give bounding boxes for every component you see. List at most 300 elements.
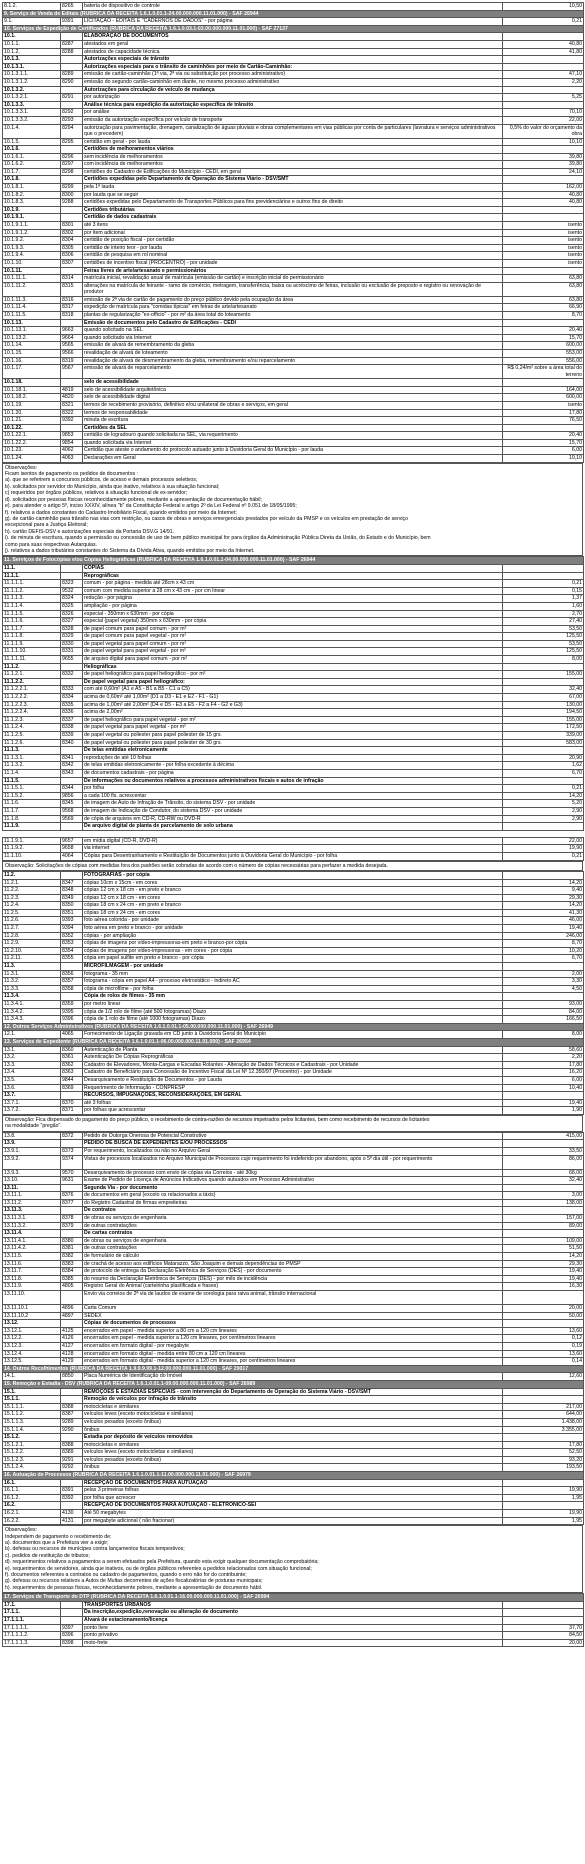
observation-line: h). cartão DEFIS-DSV e autorizações especiais da Portaria DSV.G 14/91. <box>5 528 175 535</box>
item-value: 14,20 <box>503 879 584 887</box>
item-value: 63,80 <box>503 296 584 304</box>
item-description: TRANSPORTES URBANOS <box>83 1601 503 1609</box>
item-number: 16.1. <box>3 1479 61 1487</box>
revenue-code: 8391 <box>61 1487 83 1495</box>
item-value: 6,00 <box>503 1076 584 1084</box>
item-value: 0,14 <box>503 1358 584 1366</box>
subheading-row <box>3 319 584 327</box>
item-description: Autenticação de Planta <box>83 1046 503 1054</box>
item-number: 13.11.10.2 <box>3 1312 61 1320</box>
revenue-code <box>61 678 83 686</box>
item-description: Vistas de processos localizados no Arquivo Municipal de Processos cujo requerimento foi indeferido por abandono, após o 5º dia útil - por requerimento <box>83 1155 503 1169</box>
fee-row <box>3 618 584 626</box>
subheading-row <box>3 1230 584 1238</box>
item-value: 8,00 <box>503 656 584 664</box>
item-number: 11.3.1. <box>3 970 61 978</box>
item-description: encerrados em formato digital - medida superior a 120 cm lineares, por centímetros lineares <box>83 1358 503 1366</box>
revenue-code <box>61 1230 83 1238</box>
fee-table <box>2 871 584 1115</box>
item-description: De papel vegetal para papel heliográfico: <box>83 678 503 686</box>
fee-row <box>3 925 584 933</box>
item-description: ponto privativo <box>83 1632 503 1640</box>
item-number: 10.1.5. <box>3 138 61 146</box>
item-number: 11.1.5. <box>3 777 61 785</box>
revenue-code: 8306 <box>61 252 83 260</box>
item-description: RECEPÇÃO DE DOCUMENTOS PARA AUTUAÇÃO - ELETRÔNICO-SEI <box>83 1502 503 1510</box>
item-value: 1,95 <box>503 1517 584 1525</box>
revenue-code: 8316 <box>61 296 83 304</box>
item-number: 13.9.2. <box>3 1155 61 1169</box>
item-number: 10.1.3.1.1. <box>3 71 61 79</box>
item-number: 11.1.6. <box>3 800 61 808</box>
fee-row <box>3 709 584 717</box>
item-value: 1,60 <box>503 602 584 610</box>
revenue-code: 8378 <box>61 1215 83 1223</box>
item-number: 10.1.13.2. <box>3 334 61 342</box>
item-value: 6,70 <box>503 955 584 963</box>
item-value <box>503 1207 584 1215</box>
item-value: 6,00 <box>503 447 584 455</box>
item-number: 10.1.4. <box>3 124 61 138</box>
item-value <box>503 871 584 879</box>
item-value <box>503 1184 584 1192</box>
fee-row <box>3 394 584 402</box>
item-description: de obras ou serviços de engenharia <box>83 1215 503 1223</box>
item-value <box>503 1479 584 1487</box>
item-value: 5,25 <box>503 94 584 102</box>
item-description: ponto livre <box>83 1624 503 1632</box>
observation-line: b). defesas ou recursos de munícipes contra lançamentos fiscais tempestivos; <box>5 1546 185 1553</box>
revenue-code <box>61 777 83 785</box>
item-number: 10.1.11.2. <box>3 282 61 296</box>
subheading-row <box>3 1609 584 1617</box>
item-number: 11.1.10. <box>3 852 61 860</box>
revenue-code: 4131 <box>61 1517 83 1525</box>
item-number: 10.1.3. <box>3 56 61 64</box>
revenue-code: 8392 <box>61 1494 83 1502</box>
item-number: 10.1.11. <box>3 267 61 275</box>
item-description: de formulário de cálculo <box>83 1253 503 1261</box>
item-value <box>503 1230 584 1238</box>
section-title: 17. Serviços de Transporte do DTP (RUBRICA DA RECEITA 1.6.1.0.01.1-16.00.000.000.11.01.000) - SAF 26994 <box>3 1594 584 1602</box>
revenue-code: 9565 <box>61 342 83 350</box>
item-number: 11.3.4. <box>3 993 61 1001</box>
revenue-code: 9664 <box>61 334 83 342</box>
item-value: 63,80 <box>503 275 584 283</box>
item-description: fotograma - 35 mm <box>83 970 503 978</box>
item-number: 10.1.9. <box>3 206 61 214</box>
item-value: 16,20 <box>503 1069 584 1077</box>
item-number: 11.3. <box>3 963 61 971</box>
item-description: por lauda que se seguir <box>83 191 503 199</box>
item-number: 13.11.5. <box>3 1253 61 1261</box>
revenue-code: 8398 <box>61 1639 83 1647</box>
item-number: 10.1.1. <box>3 40 61 48</box>
revenue-code: 8341 <box>61 754 83 762</box>
revenue-code: 8355 <box>61 955 83 963</box>
item-description: Fornecimento de Ligação gravada em CD junto à Ouvidoria Geral do Município <box>83 1031 503 1039</box>
fee-row <box>3 1441 584 1449</box>
item-description: cópia de 1/2 rolo de filme (até 500 fotogramas) Diazo <box>83 1008 503 1016</box>
subheading-row <box>3 1617 584 1625</box>
item-description: do Registro Cadastral de firmas empreiteiras <box>83 1199 503 1207</box>
item-value: 193,50 <box>503 1464 584 1472</box>
section-title: 14. Outros Recolhimentos (RUBRICA DA RECEITA 1.9.9.9.99.1-12.00.000.000.11.01.000) - SAF 29017 <box>3 1365 584 1373</box>
fee-row <box>3 349 584 357</box>
fee-row <box>3 947 584 955</box>
fee-row <box>3 334 584 342</box>
item-value: 86,00 <box>503 1155 584 1169</box>
item-description: de imagem de Indicação de Condutor, do sistema DSV - por unidade <box>83 807 503 815</box>
item-description: pelas 3 primeiras folhas <box>83 1487 503 1495</box>
item-number: 10.1.24. <box>3 455 61 463</box>
item-description: Exame de Pedido de Licença de Anúncios Indicativos quando autuados em Processo Administrativo <box>83 1177 503 1185</box>
subheading-row <box>3 176 584 184</box>
item-description: foto aérea colorida - por unidade <box>83 917 503 925</box>
item-number: 10.1.15. <box>3 349 61 357</box>
item-value: isento <box>503 260 584 268</box>
item-number: 10.1.8. <box>3 176 61 184</box>
item-value: 32,40 <box>503 1177 584 1185</box>
section-header-row <box>3 1023 584 1031</box>
fee-row <box>3 1008 584 1016</box>
item-value: 70,10 <box>503 109 584 117</box>
fee-row <box>3 610 584 618</box>
item-value <box>503 63 584 71</box>
item-description: Até 50 megabytes <box>83 1510 503 1518</box>
fee-row <box>3 917 584 925</box>
item-description: por folhas que acrescentar <box>83 1107 503 1115</box>
item-value: 2,90 <box>503 807 584 815</box>
revenue-code: 9392 <box>61 417 83 425</box>
fee-row <box>3 792 584 800</box>
revenue-code <box>61 1434 83 1442</box>
revenue-code <box>61 379 83 387</box>
item-value <box>503 86 584 94</box>
item-description: cópias de imagens por vídeo-impressoras - em cores - por cópia <box>83 947 503 955</box>
revenue-code: 8360 <box>61 1046 83 1054</box>
item-value <box>503 663 584 671</box>
revenue-code: 8318 <box>61 311 83 319</box>
item-number: 10.1.11.1. <box>3 275 61 283</box>
item-value: isento <box>503 401 584 409</box>
fee-row <box>3 168 584 176</box>
item-number: 10.1.9.4. <box>3 252 61 260</box>
item-number: 11.1.2.5. <box>3 732 61 740</box>
fee-row <box>3 401 584 409</box>
revenue-code: 8384 <box>61 1268 83 1276</box>
fee-row <box>3 694 584 702</box>
revenue-code: 8314 <box>61 275 83 283</box>
observation-line: como para suas respectivas Autarquias. <box>5 541 97 548</box>
item-value <box>503 993 584 1001</box>
item-description: certidões expedidas pelo Departamento de Transportes Públicos para fins previdenciários e outros fins de direito <box>83 199 503 207</box>
item-description: certidão de posição fiscal - por certidão <box>83 237 503 245</box>
fee-row <box>3 296 584 304</box>
item-value: 17,80 <box>503 1441 584 1449</box>
item-number: 15.1.2.1. <box>3 1441 61 1449</box>
fee-row <box>3 282 584 296</box>
item-description: Certidões da SEL <box>83 424 503 432</box>
item-description: termos de recebimento provisório, definitivo e/ou unilateral de obras e serviços, em geral <box>83 401 503 409</box>
item-value: 600,00 <box>503 394 584 402</box>
item-value <box>503 963 584 971</box>
item-value: 52,50 <box>503 1449 584 1457</box>
fee-row <box>3 455 584 463</box>
fee-row <box>3 1632 584 1640</box>
revenue-code: 9393 <box>61 917 83 925</box>
revenue-code: 9291 <box>61 1456 83 1464</box>
item-value: 89,00 <box>503 1222 584 1230</box>
item-description: comum com medida superior a 28 cm x 43 cm - por cm linear <box>83 587 503 595</box>
fee-row <box>3 633 584 641</box>
fee-row <box>3 1107 584 1115</box>
fee-row <box>3 852 584 860</box>
revenue-code: 8336 <box>61 709 83 717</box>
item-description: emissão de alvará de remembramento da gleba <box>83 342 503 350</box>
subheading-row <box>3 146 584 154</box>
item-value: 8,70 <box>503 940 584 948</box>
item-value: 47,10 <box>503 71 584 79</box>
item-description: quando solicitado na SEL <box>83 327 503 335</box>
revenue-code: 8383 <box>61 1260 83 1268</box>
revenue-code: 8292 <box>61 109 83 117</box>
subheading-row <box>3 1320 584 1328</box>
revenue-code <box>61 424 83 432</box>
fee-row <box>3 342 584 350</box>
observations-block <box>2 1115 583 1132</box>
item-number: 11.1.2.2.4. <box>3 709 61 717</box>
item-description: de papel comum para papel vegetal - por m² <box>83 633 503 641</box>
item-description: emissão do segundo cartão-caminhão em diante, no mesmo processo administrativo <box>83 78 503 86</box>
item-number: 10.1.8.1. <box>3 184 61 192</box>
revenue-code: 8317 <box>61 304 83 312</box>
fee-row <box>3 1350 584 1358</box>
revenue-code: 8335 <box>61 701 83 709</box>
fee-row <box>3 1510 584 1518</box>
fee-row <box>3 386 584 394</box>
fee-row <box>3 1426 584 1434</box>
item-description: cópias - por ampliação <box>83 932 503 940</box>
item-value: 40,80 <box>503 191 584 199</box>
item-description: autorização para pavimentação, drenagem, canalização de águas pluviais e obras complementares em vias públicas por conta de particulares (lavratura e serviços administrativos que o precedem) <box>83 124 503 138</box>
revenue-code <box>61 1291 83 1305</box>
revenue-code: 8361 <box>61 1054 83 1062</box>
revenue-code: 8380 <box>61 1237 83 1245</box>
item-number: 13.11.4.2. <box>3 1245 61 1253</box>
item-value <box>503 823 584 831</box>
fee-row <box>3 3 584 11</box>
item-value: 14,20 <box>503 792 584 800</box>
fee-row <box>3 1449 584 1457</box>
fee-row <box>3 754 584 762</box>
item-number: 10.1.3.3.1. <box>3 109 61 117</box>
revenue-code: 8387 <box>61 1411 83 1419</box>
fee-row <box>3 879 584 887</box>
item-value: 68,00 <box>503 1169 584 1177</box>
revenue-code <box>61 1396 83 1404</box>
revenue-code: 8351 <box>61 909 83 917</box>
item-description: Pedido de Outorga Onerosa de Potencial Construtivo <box>83 1132 503 1140</box>
revenue-code: 9856 <box>61 792 83 800</box>
revenue-code <box>61 86 83 94</box>
item-description: de crachá de acesso aos edifícios Matarazzo, São Joaquim e demais dependências do PMSP <box>83 1260 503 1268</box>
item-number: 15.1.1.3. <box>3 1418 61 1426</box>
item-number: 10.1.11.5. <box>3 311 61 319</box>
fee-row <box>3 229 584 237</box>
subheading-row <box>3 214 584 222</box>
item-description: ônibus <box>83 1464 503 1472</box>
item-value: 53,50 <box>503 640 584 648</box>
item-description: Certidões de melhoramentos viários <box>83 146 503 154</box>
item-description: por megabyte adicional ( não fracionar) <box>83 1517 503 1525</box>
item-value: 1,62 <box>503 762 584 770</box>
fee-row <box>3 1403 584 1411</box>
fee-row <box>3 71 584 79</box>
item-value: 125,50 <box>503 633 584 641</box>
revenue-code: 9396 <box>61 1016 83 1024</box>
fee-row <box>3 1031 584 1039</box>
fee-row <box>3 732 584 740</box>
fee-table <box>2 556 584 830</box>
observation-line: e). para atender o artigo 5º, inciso XXXIV, alínea "b" da Constituição Federal e artigo 2º da Lei Federal nº 9.051 de 18/05/1995; <box>5 503 297 510</box>
revenue-code <box>61 1140 83 1148</box>
item-value: 12,60 <box>503 1373 584 1381</box>
observation-line: h). requerimentos de pessoas físicas, reconhecidamente pobres, mediante a apresentação de documento hábil. <box>5 1584 263 1591</box>
item-value <box>503 1388 584 1396</box>
item-value: 17,80 <box>503 1061 584 1069</box>
item-value: 6,70 <box>503 769 584 777</box>
item-description: Desarquivamento de processo com envio de cópias via Correios - até 30kg <box>83 1169 503 1177</box>
subheading-row <box>3 267 584 275</box>
item-value: isento <box>503 244 584 252</box>
item-number: 11.3.4.1. <box>3 1001 61 1009</box>
item-value <box>503 56 584 64</box>
item-number: 13.7.1. <box>3 1099 61 1107</box>
item-description: de papel vegetal para papel vegetal - por m² <box>83 648 503 656</box>
item-description: de papel vegetal ou poliester para papel poliester de 15 grs. <box>83 732 503 740</box>
item-number: 11.3.3. <box>3 985 61 993</box>
item-value: 20,00 <box>503 1639 584 1647</box>
item-value: 0,5% do valor do orçamento da obra <box>503 124 584 138</box>
revenue-code: 8331 <box>61 648 83 656</box>
revenue-code: 8363 <box>61 1069 83 1077</box>
item-description: de papel vegetal para papel comum - por m² <box>83 640 503 648</box>
fee-row <box>3 1177 584 1185</box>
item-description: Estadia por depósito de veículos removidos <box>83 1434 503 1442</box>
item-description: de outras contratações <box>83 1245 503 1253</box>
item-number: 13.11.4. <box>3 1230 61 1238</box>
fee-row <box>3 116 584 124</box>
item-number: 17.1.1.1.3. <box>3 1639 61 1647</box>
fee-row <box>3 1222 584 1230</box>
item-value <box>503 176 584 184</box>
fee-row <box>3 153 584 161</box>
fee-row <box>3 1076 584 1084</box>
item-number: 11.1.1.5. <box>3 610 61 618</box>
item-number: 15.1.2.2. <box>3 1449 61 1457</box>
revenue-code: 9568 <box>61 807 83 815</box>
fee-row <box>3 1147 584 1155</box>
item-number: 10.1.9.2. <box>3 237 61 245</box>
fee-table <box>2 1132 584 1526</box>
item-number: 11.1.1. <box>3 572 61 580</box>
item-value: 3,30 <box>503 978 584 986</box>
item-number: 13.11.9. <box>3 1283 61 1291</box>
revenue-code: 8338 <box>61 724 83 732</box>
revenue-code: 8289 <box>61 71 83 79</box>
item-description: emissão de cartão-caminhão (1ª via, 2ª via ou substituição por processo administrativo) <box>83 71 503 79</box>
observation-line: Observações: <box>5 464 38 471</box>
item-description: MICROFILMAGEM - por unidade <box>83 963 503 971</box>
item-description: CÓPIAS <box>83 564 503 572</box>
section-header-row <box>3 25 584 33</box>
item-number: 13.9.1. <box>3 1147 61 1155</box>
item-description: Análise técnica para expedição da autorização específica de trânsito <box>83 101 503 109</box>
fee-row <box>3 955 584 963</box>
item-description: Envio via correios de 2ª via de laudos de exame de sorologia para raiva animal, trânsito internacional <box>83 1291 503 1305</box>
subheading-row <box>3 56 584 64</box>
item-number: 11.1.2.1. <box>3 671 61 679</box>
item-number: 11.1.2.2. <box>3 678 61 686</box>
item-value: 553,00 <box>503 349 584 357</box>
item-description: de documentos cadastrais - por página <box>83 769 503 777</box>
item-description: com até 0,60m² (A1 e A5 - B1 a B5 - C1 a C5) <box>83 686 503 694</box>
item-description: atestados de capacidade técnica <box>83 48 503 56</box>
item-description: cópias 18 cm x 24 cm - em preto e branco <box>83 902 503 910</box>
item-description: de papel vegetal para papel vegetal - por m² <box>83 724 503 732</box>
item-value <box>503 1434 584 1442</box>
item-number: 11.1.4. <box>3 769 61 777</box>
item-value: 10,40 <box>503 1084 584 1092</box>
item-number: 11.3.4.2. <box>3 1008 61 1016</box>
item-number: 10.1.8.3. <box>3 199 61 207</box>
item-description: até 3 folhas <box>83 1099 503 1107</box>
item-value: 76,50 <box>503 417 584 425</box>
item-description: acima de 0,60m² até 1,00m² (D1 a D3 - E1 e E2 - F1 - G1) <box>83 694 503 702</box>
fee-row <box>3 40 584 48</box>
fee-row <box>3 1237 584 1245</box>
item-value: 14,20 <box>503 1253 584 1261</box>
item-value: 246,00 <box>503 932 584 940</box>
revenue-code: 9391 <box>61 18 83 26</box>
fee-row <box>3 1061 584 1069</box>
item-number: 10.1.7. <box>3 168 61 176</box>
revenue-code: 4820 <box>61 394 83 402</box>
fee-row <box>3 1001 584 1009</box>
observation-line: Independem de pagamento o recebimento de: <box>5 1533 112 1540</box>
item-description: De cartas contratos <box>83 1230 503 1238</box>
item-value: 51,50 <box>503 1245 584 1253</box>
fee-schedule-page <box>2 2 583 1647</box>
fee-row <box>3 909 584 917</box>
item-value: 20,40 <box>503 327 584 335</box>
revenue-code: 8388 <box>61 1441 83 1449</box>
item-description: Por requerimento, localizados ou não no Arquivo Geral <box>83 1147 503 1155</box>
revenue-code: 8339 <box>61 732 83 740</box>
item-number: 13.11.3.1. <box>3 1215 61 1223</box>
revenue-code: 8354 <box>61 947 83 955</box>
fee-row <box>3 837 584 845</box>
revenue-code: 8307 <box>61 260 83 268</box>
item-value: 172,50 <box>503 724 584 732</box>
revenue-code <box>61 1320 83 1328</box>
item-number: 11.1.1.9. <box>3 640 61 648</box>
revenue-code: 9569 <box>61 815 83 823</box>
item-number: 10.1.6.2. <box>3 161 61 169</box>
subheading-row <box>3 572 584 580</box>
item-description: selo de acessibilidade digital <box>83 394 503 402</box>
